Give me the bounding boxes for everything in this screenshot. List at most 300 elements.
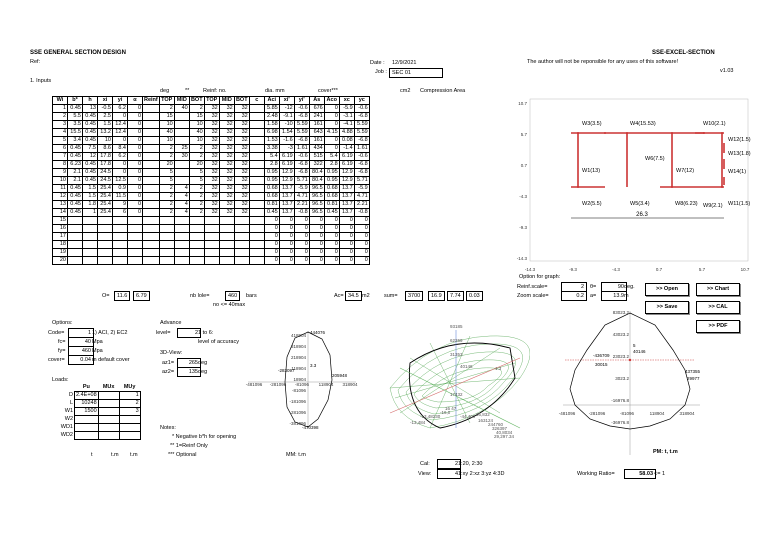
- load-cell[interactable]: [98, 408, 119, 416]
- table-cell[interactable]: [219, 249, 234, 257]
- table-cell[interactable]: [143, 193, 160, 201]
- table-cell[interactable]: 5: [53, 137, 68, 145]
- table-cell[interactable]: [249, 121, 264, 129]
- table-cell[interactable]: 0: [128, 145, 143, 153]
- table-cell[interactable]: [98, 257, 113, 265]
- table-cell[interactable]: [143, 105, 160, 113]
- load-cell[interactable]: 2: [119, 400, 140, 408]
- table-cell[interactable]: 10: [189, 121, 204, 129]
- table-cell[interactable]: [249, 249, 264, 257]
- table-cell[interactable]: 0: [128, 169, 143, 177]
- table-cell[interactable]: [174, 241, 189, 249]
- table-cell[interactable]: [234, 249, 249, 257]
- load-cell[interactable]: [98, 392, 119, 400]
- table-cell[interactable]: [143, 185, 160, 193]
- table-cell[interactable]: 32: [204, 121, 219, 129]
- table-cell[interactable]: 0: [128, 113, 143, 121]
- table-cell[interactable]: [143, 225, 160, 233]
- table-cell[interactable]: 2.1: [68, 169, 83, 177]
- table-cell[interactable]: 1.5: [83, 193, 98, 201]
- table-cell[interactable]: 32: [204, 169, 219, 177]
- table-cell[interactable]: [83, 257, 98, 265]
- table-cell[interactable]: [68, 217, 83, 225]
- table-cell[interactable]: 32: [234, 137, 249, 145]
- table-cell[interactable]: 32: [234, 105, 249, 113]
- table-cell[interactable]: [174, 113, 189, 121]
- table-cell[interactable]: 0.45: [68, 185, 83, 193]
- chart-button[interactable]: >> Chart: [696, 283, 740, 296]
- table-cell[interactable]: 24.5: [98, 169, 113, 177]
- cal-button[interactable]: >> CAL: [696, 301, 740, 314]
- table-cell[interactable]: 5: [189, 177, 204, 185]
- table-cell[interactable]: [83, 233, 98, 241]
- table-cell[interactable]: [204, 249, 219, 257]
- pdf-button[interactable]: >> PDF: [696, 320, 740, 333]
- table-cell[interactable]: [249, 257, 264, 265]
- table-cell[interactable]: [249, 193, 264, 201]
- table-cell[interactable]: [143, 249, 160, 257]
- table-cell[interactable]: [234, 225, 249, 233]
- table-cell[interactable]: [143, 129, 160, 137]
- table-cell[interactable]: 12: [53, 193, 68, 201]
- table-cell[interactable]: 0: [128, 209, 143, 217]
- table-cell[interactable]: 32: [204, 105, 219, 113]
- table-cell[interactable]: [249, 113, 264, 121]
- table-cell[interactable]: 0: [128, 153, 143, 161]
- table-cell[interactable]: 25.4: [98, 209, 113, 217]
- table-cell[interactable]: [143, 177, 160, 185]
- table-cell[interactable]: [249, 241, 264, 249]
- table-cell[interactable]: [143, 241, 160, 249]
- table-cell[interactable]: 2: [159, 201, 174, 209]
- table-cell[interactable]: 25.4: [98, 193, 113, 201]
- table-cell[interactable]: [219, 257, 234, 265]
- table-cell[interactable]: 32: [234, 193, 249, 201]
- table-cell[interactable]: [143, 113, 160, 121]
- table-cell[interactable]: [98, 217, 113, 225]
- table-cell[interactable]: [143, 145, 160, 153]
- open-button[interactable]: >> Open: [645, 283, 689, 296]
- table-cell[interactable]: [189, 225, 204, 233]
- table-cell[interactable]: [249, 225, 264, 233]
- table-cell[interactable]: 32: [219, 201, 234, 209]
- table-cell[interactable]: 2: [159, 193, 174, 201]
- table-cell[interactable]: 24.5: [98, 177, 113, 185]
- cal-input[interactable]: 2: [437, 459, 461, 469]
- table-cell[interactable]: [204, 233, 219, 241]
- table-cell[interactable]: [174, 249, 189, 257]
- table-cell[interactable]: 10: [159, 121, 174, 129]
- table-cell[interactable]: [159, 249, 174, 257]
- theta-input[interactable]: 90: [601, 282, 627, 292]
- table-cell[interactable]: 10: [159, 137, 174, 145]
- table-cell[interactable]: 20: [53, 257, 68, 265]
- table-cell[interactable]: 4: [174, 201, 189, 209]
- table-cell[interactable]: 32: [234, 169, 249, 177]
- table-cell[interactable]: 32: [219, 129, 234, 137]
- table-cell[interactable]: [98, 249, 113, 257]
- table-cell[interactable]: 17.8: [98, 161, 113, 169]
- table-cell[interactable]: 12.4: [113, 121, 128, 129]
- table-cell[interactable]: [98, 233, 113, 241]
- table-cell[interactable]: 9: [53, 169, 68, 177]
- table-cell[interactable]: [249, 177, 264, 185]
- table-cell[interactable]: [234, 241, 249, 249]
- fc-input[interactable]: 40: [68, 337, 94, 347]
- table-cell[interactable]: [159, 217, 174, 225]
- table-cell[interactable]: 2: [189, 153, 204, 161]
- table-cell[interactable]: [174, 129, 189, 137]
- table-cell[interactable]: 32: [219, 193, 234, 201]
- table-cell[interactable]: [68, 225, 83, 233]
- load-cell[interactable]: 10248: [75, 400, 99, 408]
- table-cell[interactable]: 32: [234, 121, 249, 129]
- table-cell[interactable]: [159, 225, 174, 233]
- table-cell[interactable]: [249, 161, 264, 169]
- load-cell[interactable]: [98, 400, 119, 408]
- save-button[interactable]: >> Save: [645, 301, 689, 314]
- table-cell[interactable]: 13.2: [98, 129, 113, 137]
- table-cell[interactable]: 1.8: [83, 201, 98, 209]
- table-cell[interactable]: 32: [204, 153, 219, 161]
- table-cell[interactable]: 32: [204, 113, 219, 121]
- a-input[interactable]: 13.9: [601, 291, 627, 301]
- table-cell[interactable]: [249, 233, 264, 241]
- table-cell[interactable]: [174, 177, 189, 185]
- table-cell[interactable]: 2: [189, 105, 204, 113]
- table-cell[interactable]: 17: [53, 233, 68, 241]
- table-cell[interactable]: [143, 169, 160, 177]
- table-cell[interactable]: 13: [83, 105, 98, 113]
- table-cell[interactable]: [204, 217, 219, 225]
- table-cell[interactable]: [174, 161, 189, 169]
- table-cell[interactable]: 0: [113, 169, 128, 177]
- table-cell[interactable]: 40: [159, 129, 174, 137]
- load-cell[interactable]: [98, 424, 119, 432]
- table-cell[interactable]: 0.45: [68, 105, 83, 113]
- table-cell[interactable]: [234, 233, 249, 241]
- table-cell[interactable]: [113, 225, 128, 233]
- table-cell[interactable]: 32: [219, 161, 234, 169]
- table-cell[interactable]: 32: [219, 145, 234, 153]
- table-cell[interactable]: 2: [189, 185, 204, 193]
- table-cell[interactable]: 2: [189, 193, 204, 201]
- table-cell[interactable]: [143, 161, 160, 169]
- table-cell[interactable]: 5: [189, 169, 204, 177]
- table-cell[interactable]: [219, 217, 234, 225]
- table-cell[interactable]: [113, 249, 128, 257]
- table-cell[interactable]: 8.4: [113, 145, 128, 153]
- table-cell[interactable]: [204, 241, 219, 249]
- table-cell[interactable]: 40: [174, 105, 189, 113]
- table-cell[interactable]: 4: [174, 193, 189, 201]
- table-cell[interactable]: [174, 121, 189, 129]
- table-cell[interactable]: 32: [234, 145, 249, 153]
- code-input[interactable]: 1: [68, 328, 94, 338]
- table-cell[interactable]: 40: [189, 129, 204, 137]
- table-cell[interactable]: 6.2: [113, 105, 128, 113]
- table-cell[interactable]: 32: [234, 209, 249, 217]
- table-cell[interactable]: 0: [113, 137, 128, 145]
- table-cell[interactable]: 32: [219, 169, 234, 177]
- table-cell[interactable]: 1: [83, 209, 98, 217]
- table-cell[interactable]: 2.1: [68, 177, 83, 185]
- table-cell[interactable]: [68, 241, 83, 249]
- table-cell[interactable]: [83, 225, 98, 233]
- table-cell[interactable]: 32: [219, 209, 234, 217]
- table-cell[interactable]: 2: [53, 113, 68, 121]
- table-cell[interactable]: 25.4: [98, 201, 113, 209]
- table-cell[interactable]: 0.45: [68, 209, 83, 217]
- table-cell[interactable]: [249, 217, 264, 225]
- table-cell[interactable]: 12.4: [113, 129, 128, 137]
- table-cell[interactable]: 32: [234, 153, 249, 161]
- table-cell[interactable]: [204, 257, 219, 265]
- table-cell[interactable]: [128, 241, 143, 249]
- table-cell[interactable]: 0: [128, 193, 143, 201]
- table-cell[interactable]: 2: [189, 209, 204, 217]
- table-cell[interactable]: 0: [128, 177, 143, 185]
- table-cell[interactable]: 0: [128, 137, 143, 145]
- load-cell[interactable]: [98, 416, 119, 424]
- table-cell[interactable]: 32: [204, 177, 219, 185]
- table-cell[interactable]: 15: [159, 113, 174, 121]
- table-cell[interactable]: 7: [53, 153, 68, 161]
- table-cell[interactable]: [128, 257, 143, 265]
- table-cell[interactable]: [128, 225, 143, 233]
- table-cell[interactable]: 0: [128, 161, 143, 169]
- table-cell[interactable]: [143, 153, 160, 161]
- load-cell[interactable]: 3: [119, 408, 140, 416]
- table-cell[interactable]: [189, 217, 204, 225]
- table-cell[interactable]: 30: [174, 153, 189, 161]
- table-cell[interactable]: 3.5: [68, 121, 83, 129]
- table-cell[interactable]: [219, 233, 234, 241]
- table-cell[interactable]: 0: [128, 129, 143, 137]
- table-cell[interactable]: [68, 257, 83, 265]
- table-cell[interactable]: 32: [204, 185, 219, 193]
- table-cell[interactable]: 10: [189, 137, 204, 145]
- table-cell[interactable]: 2: [159, 145, 174, 153]
- table-cell[interactable]: 32: [234, 113, 249, 121]
- table-cell[interactable]: 4: [174, 209, 189, 217]
- az2-input[interactable]: 135: [177, 367, 201, 377]
- table-cell[interactable]: 32: [234, 177, 249, 185]
- load-cell[interactable]: 1: [119, 392, 140, 400]
- table-cell[interactable]: [159, 257, 174, 265]
- table-cell[interactable]: 0: [113, 161, 128, 169]
- table-cell[interactable]: 6.23: [68, 161, 83, 169]
- load-cell[interactable]: [119, 416, 140, 424]
- reinf-scale-input[interactable]: 2: [561, 282, 587, 292]
- table-cell[interactable]: 16: [53, 225, 68, 233]
- table-cell[interactable]: [68, 233, 83, 241]
- table-cell[interactable]: 0.45: [83, 129, 98, 137]
- table-cell[interactable]: [204, 225, 219, 233]
- load-cell[interactable]: [75, 424, 99, 432]
- table-cell[interactable]: [189, 257, 204, 265]
- table-cell[interactable]: 0: [128, 185, 143, 193]
- table-cell[interactable]: 32: [204, 137, 219, 145]
- table-cell[interactable]: 32: [234, 185, 249, 193]
- table-cell[interactable]: 32: [219, 185, 234, 193]
- table-cell[interactable]: [249, 145, 264, 153]
- table-cell[interactable]: 15: [53, 217, 68, 225]
- table-cell[interactable]: [113, 257, 128, 265]
- table-cell[interactable]: [143, 233, 160, 241]
- table-cell[interactable]: 32: [219, 137, 234, 145]
- table-cell[interactable]: [83, 241, 98, 249]
- table-cell[interactable]: 2: [159, 105, 174, 113]
- table-cell[interactable]: 2: [189, 201, 204, 209]
- table-cell[interactable]: 15: [189, 113, 204, 121]
- table-cell[interactable]: [174, 225, 189, 233]
- table-cell[interactable]: 5.5: [68, 113, 83, 121]
- view-input[interactable]: 4: [437, 469, 461, 479]
- table-cell[interactable]: 10: [98, 137, 113, 145]
- az1-input[interactable]: 265: [177, 358, 201, 368]
- table-cell[interactable]: 20: [159, 161, 174, 169]
- table-cell[interactable]: 25: [174, 145, 189, 153]
- zoom-scale-input[interactable]: 0.2: [561, 291, 587, 301]
- table-cell[interactable]: [98, 241, 113, 249]
- table-cell[interactable]: [174, 217, 189, 225]
- table-cell[interactable]: [249, 209, 264, 217]
- table-cell[interactable]: 25.4: [98, 185, 113, 193]
- load-cell[interactable]: [119, 432, 140, 440]
- table-cell[interactable]: 32: [204, 161, 219, 169]
- table-cell[interactable]: [143, 209, 160, 217]
- table-cell[interactable]: 4: [53, 129, 68, 137]
- table-cell[interactable]: 18: [53, 241, 68, 249]
- table-cell[interactable]: [174, 257, 189, 265]
- job-input[interactable]: SEC 01: [389, 68, 443, 78]
- table-cell[interactable]: 19: [53, 249, 68, 257]
- table-cell[interactable]: [174, 137, 189, 145]
- cover-input[interactable]: 0.04: [68, 355, 94, 365]
- table-cell[interactable]: 2.5: [98, 113, 113, 121]
- table-cell[interactable]: 32: [219, 105, 234, 113]
- table-cell[interactable]: 0.45: [83, 169, 98, 177]
- table-cell[interactable]: [189, 241, 204, 249]
- table-cell[interactable]: 0: [128, 201, 143, 209]
- table-cell[interactable]: 0.45: [83, 137, 98, 145]
- table-cell[interactable]: 32: [219, 121, 234, 129]
- table-cell[interactable]: [189, 249, 204, 257]
- table-cell[interactable]: 32: [204, 145, 219, 153]
- table-cell[interactable]: 0: [128, 105, 143, 113]
- table-cell[interactable]: 5: [159, 169, 174, 177]
- table-cell[interactable]: [219, 241, 234, 249]
- load-cell[interactable]: [98, 432, 119, 440]
- table-cell[interactable]: [83, 217, 98, 225]
- table-cell[interactable]: 1.5: [98, 121, 113, 129]
- table-cell[interactable]: [143, 257, 160, 265]
- table-cell[interactable]: 0.45: [83, 113, 98, 121]
- table-cell[interactable]: 20: [189, 161, 204, 169]
- table-cell[interactable]: 2: [159, 209, 174, 217]
- table-cell[interactable]: [249, 129, 264, 137]
- load-cell[interactable]: [75, 432, 99, 440]
- table-cell[interactable]: 9: [113, 201, 128, 209]
- table-cell[interactable]: [128, 217, 143, 225]
- table-cell[interactable]: 6: [113, 209, 128, 217]
- table-cell[interactable]: [174, 233, 189, 241]
- table-cell[interactable]: 32: [234, 161, 249, 169]
- table-cell[interactable]: 2: [159, 185, 174, 193]
- table-cell[interactable]: 11.5: [113, 193, 128, 201]
- table-cell[interactable]: 32: [234, 129, 249, 137]
- table-cell[interactable]: [159, 233, 174, 241]
- table-cell[interactable]: [98, 225, 113, 233]
- table-cell[interactable]: [83, 249, 98, 257]
- table-cell[interactable]: 32: [219, 153, 234, 161]
- table-cell[interactable]: 12.5: [113, 177, 128, 185]
- table-cell[interactable]: [249, 201, 264, 209]
- table-cell[interactable]: [249, 137, 264, 145]
- table-cell[interactable]: [159, 241, 174, 249]
- table-cell[interactable]: 1.5: [83, 185, 98, 193]
- table-cell[interactable]: 32: [204, 193, 219, 201]
- load-cell[interactable]: [119, 424, 140, 432]
- table-cell[interactable]: [219, 225, 234, 233]
- table-cell[interactable]: 17.8: [98, 153, 113, 161]
- table-cell[interactable]: 3.4: [68, 137, 83, 145]
- table-cell[interactable]: 5: [159, 177, 174, 185]
- table-cell[interactable]: 8: [53, 161, 68, 169]
- table-cell[interactable]: 0: [113, 113, 128, 121]
- table-cell[interactable]: [189, 233, 204, 241]
- table-cell[interactable]: 13: [53, 201, 68, 209]
- table-cell[interactable]: 32: [219, 113, 234, 121]
- table-cell[interactable]: [249, 185, 264, 193]
- table-cell[interactable]: [234, 217, 249, 225]
- table-cell[interactable]: 0.45: [68, 201, 83, 209]
- table-cell[interactable]: 6: [53, 145, 68, 153]
- table-cell[interactable]: [113, 217, 128, 225]
- table-cell[interactable]: 0.45: [68, 145, 83, 153]
- table-cell[interactable]: [143, 217, 160, 225]
- table-cell[interactable]: 0.9: [113, 185, 128, 193]
- table-cell[interactable]: 2: [189, 145, 204, 153]
- level-input[interactable]: 2: [177, 328, 201, 338]
- table-cell[interactable]: 12: [83, 153, 98, 161]
- load-cell[interactable]: 2.4E+08: [76, 392, 97, 398]
- table-cell[interactable]: [249, 169, 264, 177]
- table-cell[interactable]: 10: [53, 177, 68, 185]
- table-cell[interactable]: 8.6: [98, 145, 113, 153]
- table-cell[interactable]: [143, 137, 160, 145]
- load-cell[interactable]: [75, 416, 99, 424]
- table-cell[interactable]: 14: [53, 209, 68, 217]
- table-cell[interactable]: 0.45: [83, 161, 98, 169]
- table-cell[interactable]: [128, 249, 143, 257]
- table-cell[interactable]: 32: [219, 177, 234, 185]
- table-cell[interactable]: 7.5: [83, 145, 98, 153]
- table-cell[interactable]: [113, 241, 128, 249]
- table-cell[interactable]: 11: [53, 185, 68, 193]
- table-cell[interactable]: [249, 153, 264, 161]
- table-cell[interactable]: [174, 169, 189, 177]
- table-cell[interactable]: [143, 121, 160, 129]
- table-cell[interactable]: 32: [204, 201, 219, 209]
- table-cell[interactable]: [234, 257, 249, 265]
- table-cell[interactable]: 2: [159, 153, 174, 161]
- table-cell[interactable]: 0.45: [83, 177, 98, 185]
- date-value[interactable]: 12/9/2021: [392, 60, 417, 66]
- table-cell[interactable]: 15.5: [68, 129, 83, 137]
- table-cell[interactable]: 0.45: [68, 153, 83, 161]
